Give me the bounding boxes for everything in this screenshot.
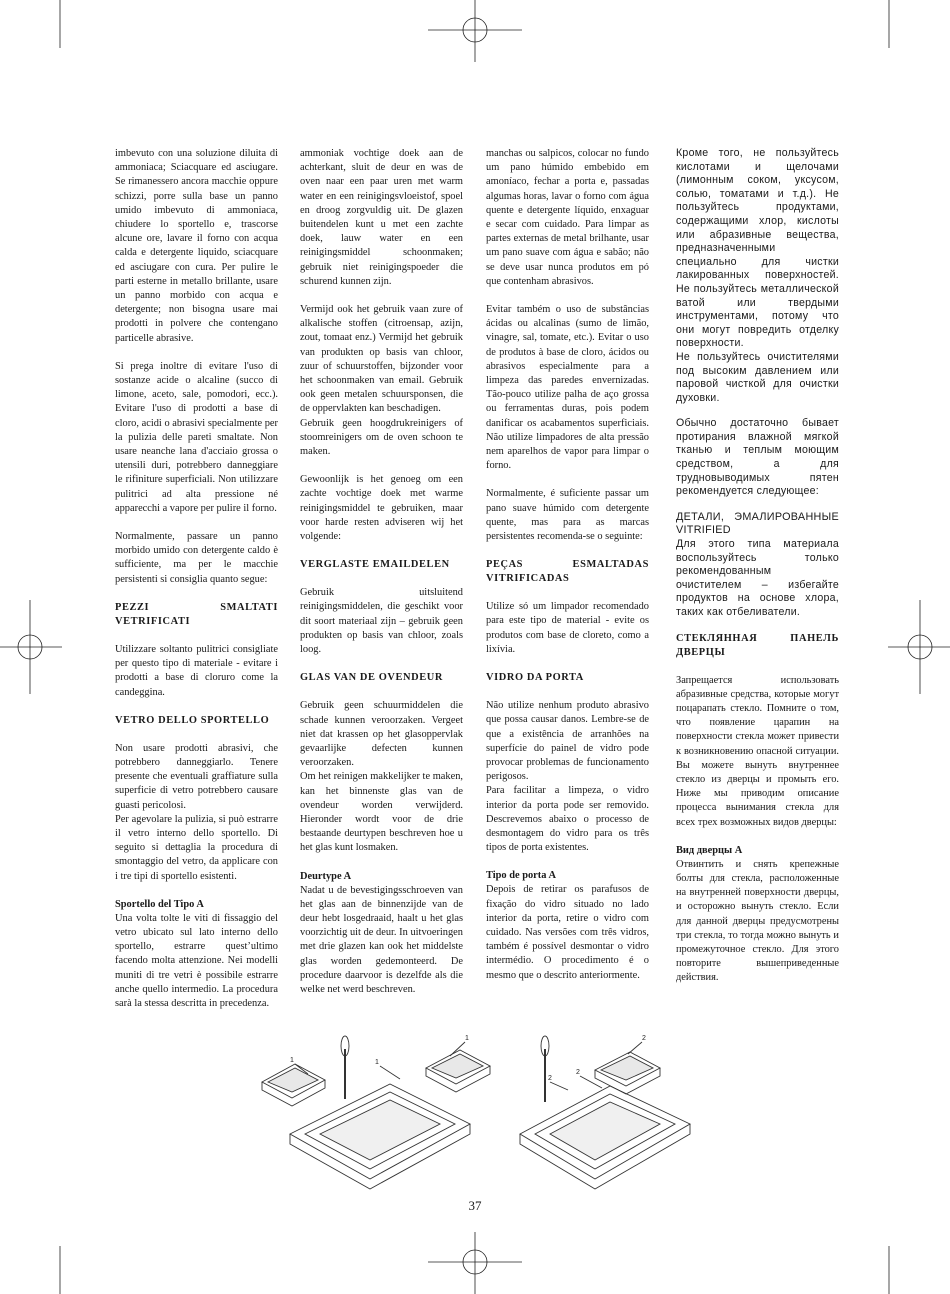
portuguese-paragraph-4: Utilize só um limpador recomendado para este tipo de material - evite os produtos com base de cloreto, como a lixívia. — [486, 601, 649, 655]
portuguese-paragraph-1: manchas ou salpicos, colocar no fundo um pano húmido embebido em amoníaco, fechar a porta e, passadas algumas horas, lavar o forno com água quente e detergente líquido, enxaguar e secar com cuidado. Para limpar as partes externas de metal brilhante, usar um pano suave com água e sabão; não se deve usar nunca produtos em pó que contenham abrasivos. — [486, 148, 649, 287]
dutch-paragraph-8: Nadat u de bevestigingsschroeven van het glas aan de binnenzijde van de deur hebt losgedraaid, haalt u het glas voorzichtig uit de deur. In uitvoeringen met drie glazen kan ook het middelste glas worden gedemonteerd. De procedure daarvoor is dezelfde als die welke net werd beschreven. — [300, 884, 463, 995]
italian-paragraph-6: Per agevolare la pulizia, si può estrarre il vetro interno dello sportello. Di seguito si dettaglia la procedura di smontaggio del vetro, da applicare con i tre tipi di sportello esistenti. — [115, 813, 278, 882]
callout-label-left-1: 1 — [290, 1057, 294, 1064]
portuguese-column — [486, 147, 649, 997]
portuguese-paragraph-2: Evitar também o uso de substâncias ácidas ou alcalinas (sumo de limão, vinagre, sal, tomate, etc.). Evitar o uso de produtos à base de cloro, ácidos ou abrasivos especialmente para a limpeza das paredes envernizadas. Tão-pouco utilize palha de aço grossa ou ferramentas duras, pois podem danificar os acabamentos superficiais. Não utilize limpadores de alta pressão nem aparelhos de vapor para limpar o forno. — [486, 304, 649, 472]
russian-heading-door-glass: СТЕКЛЯННАЯ ПАНЕЛЬ ДВЕРЦЫ — [676, 632, 839, 658]
dutch-heading-door-type-a: Deurtype A — [300, 870, 352, 882]
russian-paragraph-3: Обычно достаточно бывает протирания влажной мягкой тканью и теплым моющим средством, а для трудновыводимых пятен рекомендуется следующее: — [676, 417, 839, 498]
dutch-heading-enamelled: VERGLASTE EMAILDELEN — [300, 559, 450, 571]
russian-paragraph-2: Не пользуйтесь очистителями под высоким давлением или паровой чисткой для очистки духовки. — [676, 350, 839, 404]
italian-column — [115, 147, 278, 1025]
russian-column — [676, 147, 839, 1000]
italian-paragraph-1: imbevuto con una soluzione diluita di ammoniaca; Sciacquare ed asciugare. Se rimanessero ancora macchie oppure schizzi, porre sulla base un panno umido imbevuto di ammoniaca, chiudere lo sportello e, trascorse alcune ore, lavare il forno con acqua calda e detergente liquido, sciacquare ed asciugare con cura. Per pulire le parti esterne in metallo brillante, usare un panno morbido con acqua e detergente; non bisogna usare mai prodotti in polvere che contengano particelle abrasive. — [115, 148, 278, 344]
portuguese-heading-door-type-a: Tipo de porta A — [486, 870, 556, 882]
portuguese-heading-enamelled: PEÇAS ESMALTADAS VITRIFICADAS — [486, 559, 649, 585]
portuguese-paragraph-3: Normalmente, é suficiente passar um pano suave húmido com detergente quente, mas para as marcas persistentes recomenda-se o seguinte: — [486, 488, 649, 543]
dutch-paragraph-6: Gebruik geen schuurmiddelen die schade kunnen veroorzaken. Vergeet niet dat krassen op het glasoppervlak gevaarlijke defecten kunnen veroorzaken. — [300, 700, 463, 769]
italian-paragraph-5: Non usare prodotti abrasivi, che potrebbero danneggiarlo. Tenere presente che eventuali graffiature sulla superficie di vetro potrebbero causare guasti pericolosi. — [115, 742, 278, 811]
dutch-paragraph-5: Gebruik uitsluitend reinigingsmiddelen, die geschikt voor dit soort materiaal zijn – gebruik geen produkten op basis van chloor, zoals loog. — [300, 587, 463, 656]
door-glass-removal-illustration — [250, 1024, 700, 1204]
russian-scanned-block — [676, 147, 839, 620]
italian-heading-enamelled: PEZZI SMALTATI VETRIFICATI — [115, 601, 278, 627]
russian-paragraph-4: Для этого типа материала воспользуйтесь только рекомендованным очистителем – избегайте продуктов на основе хлора, таких как отбеливатели. — [676, 538, 839, 618]
dutch-heading-door-glass: GLAS VAN DE OVENDEUR — [300, 672, 443, 684]
russian-paragraph-1: Кроме того, не пользуйтесь кислотами и щелочами (лимонным соком, уксусом, солью, томатами и т.д.). Не пользуйтесь продуктами, содержащими хлор, кислоты или абразивные вещества, предназначенными специально для чистки лакированных поверхностей. Не пользуйтесь металлической ватой или твердыми инструментами, потому что они могут повредить отделку поверхности. — [676, 147, 839, 350]
italian-paragraph-3: Normalmente, passare un panno morbido umido con detergente caldo è sufficiente, ma per le macchie persistenti si consiglia quanto segue: — [115, 531, 278, 585]
dutch-paragraph-1: ammoniak vochtige doek aan de achterkant, sluit de deur en was de oven naar een paar uren met warm water en een reinigingsvloeistof, spoel en droog zorgvuldig uit. De glazen buitendelen kunt u met een zachte doek, lauw water en een reinigingsmiddel schoonmaken; gebruik niet reinigingspoeder die schurend kunnen zijn. — [300, 148, 463, 287]
italian-paragraph-4: Utilizzare soltanto pulitrici consigliate per questo tipo di materiale - evitare i prodotti a base di cloruro come la candeggina. — [115, 643, 278, 698]
russian-paragraph-5: Запрещается использовать абразивные средства, которые могут поцарапать стекло. Помните о том, что появление царапин на поверхности стекла может привести к возникновению опасной ситуации. Вы можете вынуть внутреннее стекло из дверцы и промыть его. Ниже мы приводим описание процесса вынимания стекла для всех трех возможных видов дверцы: — [676, 674, 839, 828]
italian-heading-door-glass: VETRO DELLO SPORTELLO — [115, 714, 270, 726]
callout-label-right-1: 2 — [548, 1075, 552, 1082]
callout-label-right-2: 2 — [642, 1035, 646, 1042]
dutch-paragraph-3: Gebruik geen hoogdrukreinigers of stoomreinigers om de oven schoon te maken. — [300, 417, 463, 458]
callout-label-left-3: 1 — [465, 1035, 469, 1042]
portuguese-paragraph-5: Não utilize nenhum produto abrasivo que possa causar danos. Lembre-se de que a existência de arranhões na superfície do painel de vidro pode provocar problemas de funcionamento perigosos. — [486, 700, 649, 783]
italian-paragraph-7: Una volta tolte le viti di fissaggio del vetro ubicato sul lato interno dello sportello, estrarre quest’ultimo facendo molta attenzione. Nei modelli muniti di tre vetri è possibile estrarre anche quello intermedio. La procedura sarà la stessa descritta in precedenza. — [115, 912, 278, 1009]
portuguese-paragraph-7: Depois de retirar os parafusos de fixação do vidro situado no lado interior da porta, retire o vidro com cuidado. Nas versões com três vidros, também é possível desmontar o vidro intermédio. O procedimento é o mesmo que o descrito anteriormente. — [486, 884, 649, 981]
italian-heading-door-type-a: Sportello del Tipo A — [115, 898, 204, 910]
dutch-column — [300, 147, 463, 1011]
russian-heading-door-type-a: Вид дверцы А — [676, 844, 743, 856]
portuguese-paragraph-6: Para facilitar a limpeza, o vidro interior da porta pode ser removido. Descrevemos abaixo o processo de desmontagem do vidro para os três tipos de porta existentes. — [486, 785, 649, 854]
callout-label-right-3: 2 — [576, 1069, 580, 1076]
dutch-paragraph-2: Vermijd ook het gebruik vaan zure of alkalische stoffen (citroensap, azijn, zout, tomaat enz.) Vermijd het gebruik van produkten op basis van chloor, zuur of schuurstoffen, bijzonder voor het schoonmaken van email. Gebruik ook geen metalen schuursponsen, die de oppervlakten kan beschadigen. — [300, 304, 463, 415]
dutch-paragraph-7: Om het reinigen makkelijker te maken, kan het binnenste glas van de ovendeur worden verwijderd. Hieronder wordt voor de drie bestaande deurtypen beschreven hoe u het glas kunt losmaken. — [300, 771, 463, 854]
page-number: 37 — [468, 1198, 482, 1213]
russian-paragraph-6: Отвинтить и снять крепежные болты для стекла, расположенные на внутренней поверхности дверцы, и осторожно вынуть стекло. Если для данной дверцы предусмотрены три стекла, то тогда можно вынуть и промежуточное стекло. Для этого повторите вышеприведенные действия. — [676, 858, 839, 984]
portuguese-heading-door-glass: VIDRO DA PORTA — [486, 672, 584, 684]
dutch-paragraph-4: Gewoonlijk is het genoeg om een zachte vochtige doek met warme reinigingsmiddel te gebruiken, maar voor harde resten adviseren wij het volgende: — [300, 474, 463, 543]
italian-paragraph-2: Si prega inoltre di evitare l'uso di sostanze acide o alcaline (succo di limone, aceto, sale, pomodori, ecc.). Evitare l'uso di prodotti a base di cloro, acidi o abrasivi specialmente per la pulizia delle pareti smaltate. Non usare neanche lana d'acciaio grossa o utensili duri, potrebbero danneggiare le rifiniture superficiali. Non utilizzare pulitrici ad alta pressione né apparecchi a vapore per pulire il forno. — [115, 360, 278, 514]
callout-label-left-2: 1 — [375, 1059, 379, 1066]
russian-heading-enamelled: ДЕТАЛИ, ЭМАЛИРОВАННЫЕ VITRIFIED — [676, 510, 839, 537]
